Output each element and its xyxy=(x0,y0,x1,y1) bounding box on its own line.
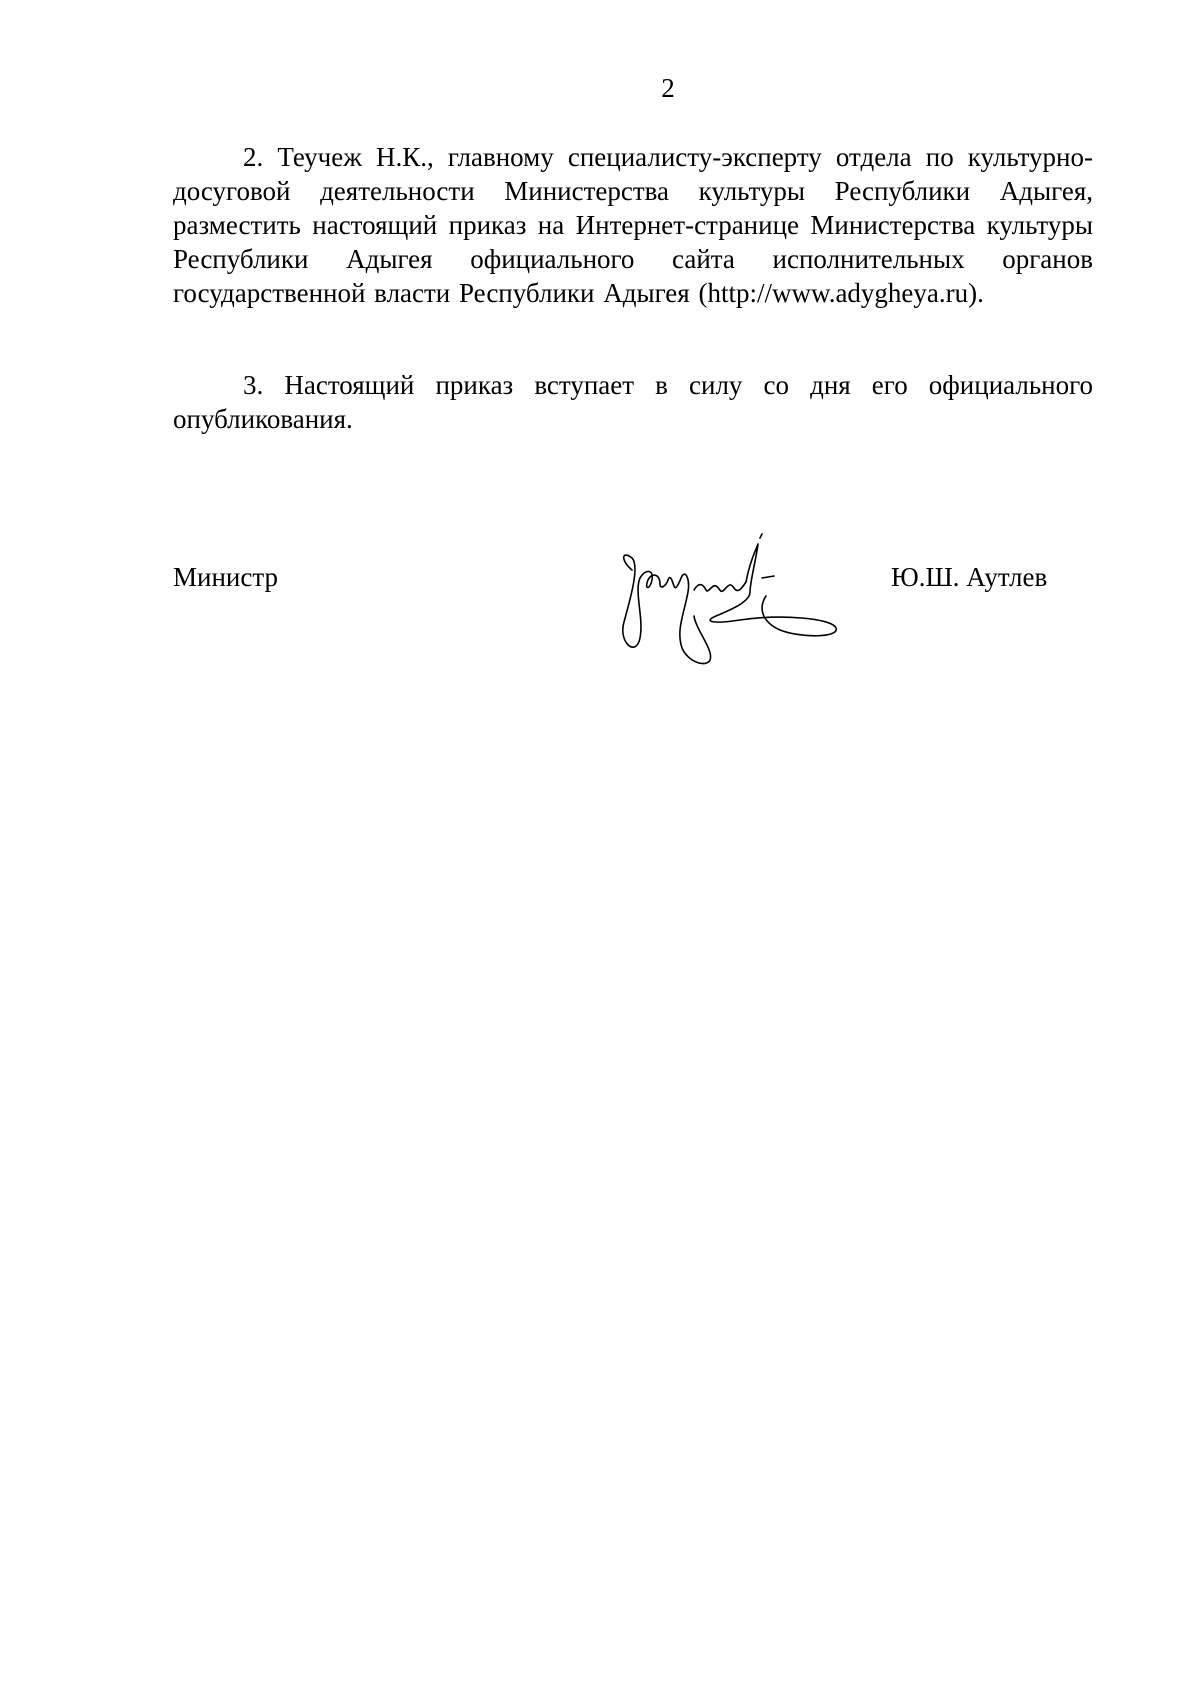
paragraph-3: 3. Настоящий приказ вступает в силу со дня его официального опубликования. xyxy=(173,370,1093,434)
signatory-title: Министр xyxy=(173,562,278,592)
page-number: 2 xyxy=(661,73,675,103)
paragraph-2: 2. Теучеж Н.К., главному специалисту-эксперту отдела по культурно-досуговой деятельности Министерства культуры Республики Адыгея, разместить настоящий приказ на Интернет-странице Министерства культуры Республики Адыгея официального сайта исполнительных органов государственной власти Республики Адыгея (http://www.adygheya.ru). xyxy=(173,142,1093,308)
signatory-name: Ю.Ш. Аутлев xyxy=(891,562,1048,592)
handwritten-signature-icon xyxy=(610,530,860,670)
